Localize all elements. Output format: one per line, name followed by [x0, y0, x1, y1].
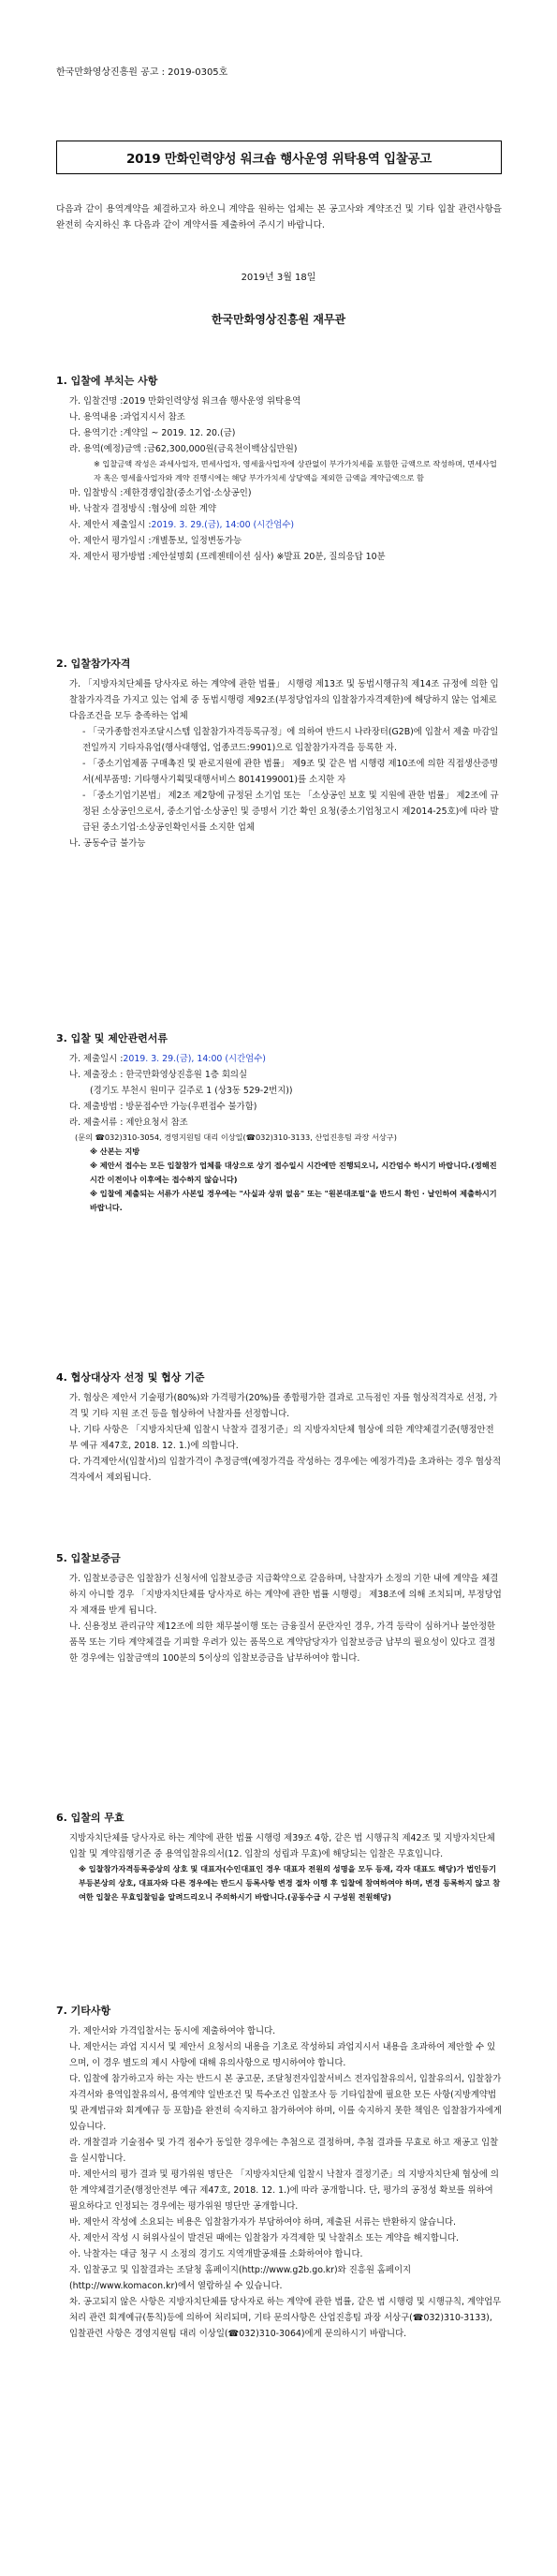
s6-para: 지방자치단체를 당사자로 하는 계약에 관한 법률 시행령 제39조 4항, 같은 법 시행규칙 제42조 및 지방자치단체 입찰 및 계약집행기준 중 용역입찰유의서(12. 입찰의 성립과 무효)에 해당되는 입찰은 무효입니다. — [69, 1833, 495, 1859]
s7-item-h: 아. 낙찰자는 대금 청구 시 소정의 경기도 지역개발공채를 소화하여야 합니다. — [69, 2249, 363, 2259]
s3-item-c: 다. 제출방법 : 방문접수만 가능(우편접수 불가함) — [69, 1102, 257, 1112]
s3-note-3: ※ 입찰에 제출되는 서류가 사본일 경우에는 "사실과 상위 없음" 또는 "원본대조필"을 반드시 확인 · 날인하여 제출하시기 바랍니다. — [90, 1189, 497, 1212]
notice-date: 2019년 3월 18일 — [241, 273, 316, 283]
s3-note-2: ※ 제안서 접수는 모든 입찰참가 업체를 대상으로 상기 접수일시 시간에만 진행되오니, 시간엄수 하시기 바랍니다.(정해진 시간 이전이나 이후에는 접수하지 않습니다) — [90, 1161, 497, 1184]
section-2-title: 2. 입찰참가자격 — [56, 658, 131, 670]
s2-bullet-direct-production: - 「중소기업제품 구매촉진 및 판로지원에 관한 법률」 제9조 및 같은 법 시행령 제10조에 의한 직접생산증명서(세부품명: 기타행사기획및대행서비스 8014199001)를 소지한 자 — [82, 759, 499, 785]
s4-item-a: 가. 협상은 제안서 기술평가(80%)와 가격평가(20%)를 종합평가한 결과로 고득점인 자를 협상적격자로 선정, 가격 및 기타 지원 조건 등을 협상하여 낙찰자를 선정합니다. — [69, 1393, 498, 1419]
intro-paragraph: 다음과 같이 용역계약을 체결하고자 하오니 계약을 원하는 업체는 본 공고사와 계약조건 및 기타 입찰 관련사항을 완전히 숙지하신 후 다음과 같이 계약서를 제출하여 주시기 바랍니다. — [56, 204, 502, 230]
s3-item-a: 가. 제출일시 : 2019. 3. 29.(금), 14:00 (시간엄수) — [69, 1054, 266, 1064]
s1-item-i: 자. 제안서 평가방법 : 제안설명회 (프레젠테이션 심사) ※발표 20분, 질의응답 10분 — [69, 552, 386, 562]
s7-item-d: 라. 개찰결과 기술점수 및 가격 점수가 동일한 경우에는 추첨으로 결정하며, 추첨 결과를 무효로 하고 재공고 입찰을 실시합니다. — [69, 2138, 499, 2164]
section-5-body — [56, 1571, 502, 1666]
s1-item-h: 아. 제안서 평가일시 : 개별통보, 일정변동가능 — [69, 536, 242, 546]
s1-vat-note: ※ 입찰금액 작성은 과세사업자, 면세사업자, 영세율사업자에 상관없이 부가가치세를 포함한 금액으로 작성하며, 면세사업자 혹은 영세율사업자와 계약 진행시에는 해당 부가가치세 상당액을 제외한 금액을 계약금액으로 함 — [94, 459, 497, 482]
s1-item-d: 라. 용역(예정)금액 : 금62,300,000원(금육천이백삼십만원) — [69, 444, 298, 454]
s7-item-a: 가. 제안서와 가격입찰서는 동시에 제출하여야 합니다. — [69, 2026, 276, 2036]
s1-item-a: 가. 입찰건명 : 2019 만화인력양성 워크숍 행사운영 위탁용역 — [69, 396, 301, 407]
s3-item-b-address: (경기도 부천시 원미구 길주로 1 (상3동 529-2번지)) — [90, 1086, 293, 1096]
s7-item-e: 마. 제안서의 평가 결과 및 평가위원 명단은 「지방자치단체 입찰시 낙찰자 결정기준」의 지방자치단체 협상에 의한 계약체결기준(행정안전부 예규 제47호, 2018. 12. 1.)에 따라 공개합니다. 단, 평가의 공정성 확보를 위하여 필요하다고 인정되는 경우에는 평가위원 명단만 공개합니다. — [69, 2169, 499, 2212]
notice-number: 한국만화영상진흥원 공고 : 2019-0305호 — [56, 67, 228, 78]
s3-item-d: 라. 제출서류 : 제안요청서 참조 — [69, 1118, 188, 1128]
section-3-body — [56, 1051, 502, 1215]
s5-item-b: 나. 신용정보 관리규약 제12조에 의한 채무불이행 또는 금융질서 문란자인 경우, 가격 등락이 심하거나 불안정한 품목 또는 기타 계약체결을 기피할 우려가 있는 품목으로 계약담당자가 입찰보증금 납부의 필요성이 있다고 결정한 경우에는 입찰금액의 100분의 5이상의 입찰보증금을 납부하여야 합니다. — [69, 1621, 496, 1664]
s5-item-a: 가. 입찰보증금은 입찰참가 신청서에 입찰보증금 지급확약으로 갈음하며, 낙찰자가 소정의 기한 내에 계약을 체결하지 아니할 경우 「지방자치단체를 당사자로 하는 계약에 관한 법률 시행령」 제38조에 의해 조치되며, 부정당업자 제재를 받게 됩니다. — [69, 1574, 502, 1616]
section-4-title: 4. 협상대상자 선정 및 협상 기준 — [56, 1371, 205, 1384]
s2-para-a: 가. 「지방자치단체를 당사자로 하는 계약에 관한 법률」 시행령 제13조 및 동법시행규칙 제14조 규정에 의한 입찰참가자격을 가지고 있는 업체 중 동법시행령 제92조(부정당업자의 입찰참가자격제한)에 해당하지 않는 업체로 다음조건을 모두 충족하는 업체 — [69, 679, 499, 721]
section-3-title: 3. 입찰 및 제안관련서류 — [56, 1032, 168, 1044]
section-4-body — [56, 1390, 502, 1486]
s2-bullet-g2b: - 「국가종합전자조달시스템 입찰참가자격등록규정」에 의하여 반드시 나라장터(G2B)에 입찰서 제출 마감일 전일까지 기타자유업(행사대행업, 업종코드:9901)으로 입찰참가자격을 등록한 자. — [82, 727, 499, 753]
notice-title: 2019 만화인력양성 워크숍 행사운영 위탁용역 입찰공고 — [56, 141, 502, 174]
s7-item-c: 다. 입찰에 참가하고자 하는 자는 반드시 본 공고문, 조달청전자입찰서비스 전자입찰유의서, 입찰유의서, 입찰참가자격서와 용역입찰유의서, 용역계약 일반조건 및 특수조건 입찰조사 등 기타입찰에 필요한 모든 사항(지방계약법 및 관계법규와 회계예규 등 포함)을 완전히 숙지하고 참가하여야 하며, 이를 숙지하지 못한 책임은 입찰참가자에게 있습니다. — [69, 2074, 502, 2132]
signer: 한국만화영상진흥원 재무관 — [211, 313, 346, 326]
section-5-title: 5. 입찰보증금 — [56, 1552, 121, 1564]
s7-item-g: 사. 제안서 작성 시 허위사실이 발견된 때에는 입찰참가 자격제한 및 낙찰취소 또는 계약을 해지합니다. — [69, 2233, 460, 2243]
s4-item-b: 나. 기타 사항은 「지방자치단체 입찰시 낙찰자 결정기준」의 지방자치단체 협상에 의한 계약체결기준(행정안전부 예규 제47호, 2018. 12. 1.)에 의합니다. — [69, 1425, 494, 1451]
s4-item-c: 다. 가격제안서(입찰서)의 입찰가격이 추정금액(예정가격을 작성하는 경우에는 예정가격)을 초과하는 경우 협상적격자에서 제외됩니다. — [69, 1457, 502, 1483]
section-1-body — [56, 393, 502, 565]
s3-note-1: ※ 산본는 지방 — [90, 1147, 140, 1156]
s2-bullet-small-business: - 「중소기업기본법」 제2조 제2항에 규정된 소기업 또는 「소상공인 보호 및 지원에 관한 법률」 제2조에 규정된 소상공인으로서, 중소기업·소상공인 및 증명서 기간 확인 요청(중소기업청고시 제2014-25호)에 따라 발급된 중소기업·소상공인확인서를 소지한 업체 — [82, 791, 499, 833]
s3-contact: (문의 ☎032)310-3054, 경영지원팀 대리 이상일(☎032)310-3133, 산업진흥팀 과장 서상구) — [75, 1133, 397, 1142]
s3-item-b: 나. 제출장소 : 한국만화영상진흥원 1층 회의실 — [69, 1070, 248, 1080]
s1-item-g: 사. 제안서 제출일시 : 2019. 3. 29.(금), 14:00 (시간엄수) — [69, 520, 295, 530]
section-1-title: 1. 입찰에 부치는 사항 — [56, 375, 158, 387]
section-6-body — [56, 1830, 502, 1904]
s1-item-f: 바. 낙찰자 결정방식 : 협상에 의한 계약 — [69, 504, 216, 514]
s7-item-i: 자. 입찰공고 및 입찰결과는 조달청 홈페이지(http://www.g2b.go.kr)와 진흥원 홈페이지(http://www.komacon.kr)에서 열람하실 수 있습니다. — [69, 2265, 412, 2291]
section-7-body — [56, 2023, 502, 2342]
s7-item-b: 나. 제안서는 과업 지시서 및 제안서 요청서의 내용을 기초로 작성하되 과업지시서 내용을 초과하여 제안할 수 있으며, 이 경우 별도의 제시 사항에 대해 유의사항으로 명시하여야 합니다. — [69, 2042, 496, 2068]
section-6-title: 6. 입찰의 무효 — [56, 1812, 125, 1824]
s2-para-b: 나. 공동수급 불가능 — [69, 838, 146, 849]
section-2-body — [56, 676, 502, 851]
s1-item-e: 마. 입찰방식 : 제한경쟁입찰(중소기업·소상공인) — [69, 488, 252, 498]
s1-item-c: 다. 용역기간 : 계약일 ~ 2019. 12. 20.(금) — [69, 428, 236, 438]
s7-item-j: 차. 공고되지 않은 사항은 지방자치단체를 당사자로 하는 계약에 관한 법률, 같은 법 시행령 및 시행규칙, 계약업무 처리 관련 회계예규(통칙)등에 의하여 처리되며, 기타 문의사항은 산업진흥팀 과장 서상구(☎032)310-3133), 입찰관련 사항은 경영지원팀 대리 이상일(☎032)310-3064)에게 문의하시기 바랍니다. — [69, 2297, 502, 2339]
s1-item-b: 나. 용역내용 : 과업지시서 참조 — [69, 412, 185, 422]
s7-item-f: 바. 제안서 작성에 소요되는 비용은 입찰참가자가 부담하여야 하며, 제출된 서류는 반환하지 않습니다. — [69, 2217, 457, 2228]
s6-note: ※ 입찰참가자격등록증상의 상호 및 대표자(수인대표인 경우 대표자 전원의 성명을 모두 등재, 각자 대표도 해당)가 법인등기부등본상의 상호, 대표자와 다른 경우에는 반드시 등록사항 변경 절차 이행 후 입찰에 참여하여야 하며, 변경 등록하지 않고 참여한 입찰은 무효입찰임을 알려드리오니 주의하시기 바랍니다.(공동수급 시 구성원 전원해당) — [79, 1864, 501, 1902]
section-7-title: 7. 기타사항 — [56, 2005, 111, 2017]
